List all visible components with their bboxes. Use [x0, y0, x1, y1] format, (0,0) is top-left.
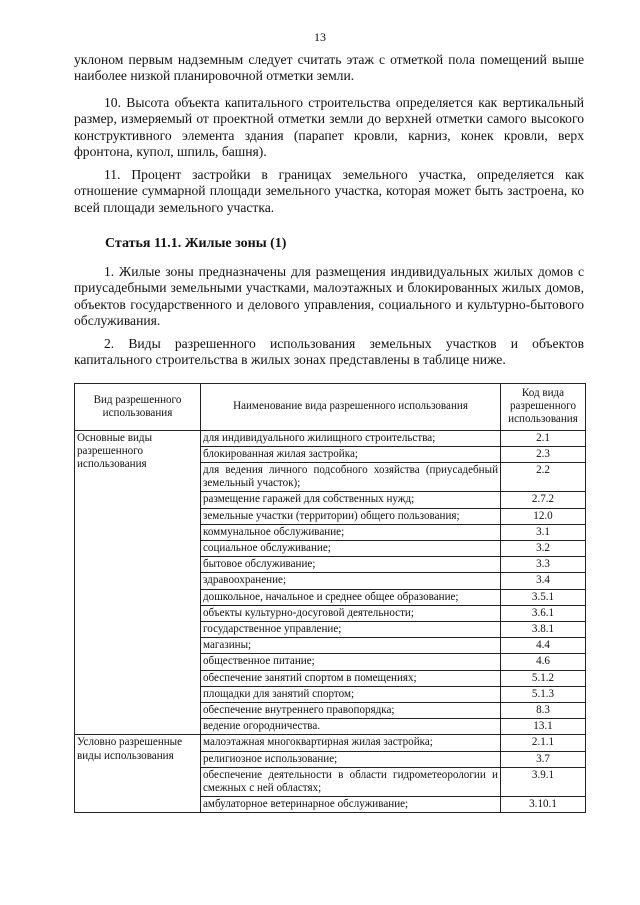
use-code-cell: 3.5.1	[501, 589, 586, 605]
category-cell: Условно разрешенные виды использования	[75, 735, 201, 813]
use-name-cell: социальное обслуживание;	[201, 541, 501, 557]
use-name-cell: ведение огородничества.	[201, 719, 501, 735]
table-body	[75, 430, 586, 813]
table-row	[75, 430, 586, 446]
header-use-name: Наименование вида разрешенного использования	[201, 384, 501, 431]
use-name-cell: для ведения личного подсобного хозяйства (приусадебный земельный участок);	[201, 463, 501, 492]
use-name-cell: малоэтажная многоквартирная жилая застройка;	[201, 735, 501, 751]
use-name-cell: площадки для занятий спортом;	[201, 686, 501, 702]
use-name-cell: общественное питание;	[201, 654, 501, 670]
use-name-cell: объекты культурно-досуговой деятельности;	[201, 605, 501, 621]
use-name-cell: обеспечение занятий спортом в помещениях;	[201, 670, 501, 686]
use-name-cell: для индивидуального жилищного строительства;	[201, 430, 501, 446]
use-code-cell: 2.2	[501, 463, 586, 492]
category-cell: Основные виды разрешенного использования	[75, 430, 201, 735]
use-name-cell: размещение гаражей для собственных нужд;	[201, 492, 501, 508]
use-code-cell: 2.3	[501, 446, 586, 462]
use-code-cell: 12.0	[501, 508, 586, 524]
use-name-cell: обеспечение внутреннего правопорядка;	[201, 703, 501, 719]
table-header-row	[75, 384, 586, 431]
header-use-type: Вид разрешенного использования	[75, 384, 201, 431]
use-code-cell: 13.1	[501, 719, 586, 735]
use-code-cell: 8.3	[501, 703, 586, 719]
use-code-cell: 4.4	[501, 638, 586, 654]
use-name-cell: религиозное использование;	[201, 751, 501, 767]
use-name-cell: бытовое обслуживание;	[201, 557, 501, 573]
use-name-cell: здравоохранение;	[201, 573, 501, 589]
use-code-cell: 3.8.1	[501, 622, 586, 638]
use-code-cell: 3.2	[501, 541, 586, 557]
use-code-cell: 2.1	[501, 430, 586, 446]
use-code-cell: 4.6	[501, 654, 586, 670]
use-code-cell: 5.1.3	[501, 686, 586, 702]
paragraph-10-height: 10. Высота объекта капитального строительства определяется как вертикальный размер, измеряемый от проектной отметки земли до верхней отметки самого высокого конструктивного элемента здания (парапет кровли, карниз, конек кровли, верх фронтона, купол, шпиль, башня).	[74, 95, 584, 160]
use-name-cell: коммунальное обслуживание;	[201, 524, 501, 540]
use-name-cell: дошкольное, начальное и среднее общее образование;	[201, 589, 501, 605]
use-name-cell: блокированная жилая застройка;	[201, 446, 501, 462]
use-name-cell: амбулаторное ветеринарное обслуживание;	[201, 797, 501, 813]
use-code-cell: 3.1	[501, 524, 586, 540]
page-number: 13	[314, 30, 326, 44]
use-name-cell: обеспечение деятельности в области гидрометеорологии и смежных с ней областях;	[201, 767, 501, 796]
use-code-cell: 3.7	[501, 751, 586, 767]
use-code-cell: 3.9.1	[501, 767, 586, 796]
use-code-cell: 2.1.1	[501, 735, 586, 751]
use-name-cell: государственное управление;	[201, 622, 501, 638]
use-code-cell: 3.3	[501, 557, 586, 573]
article-heading: Статья 11.1. Жилые зоны (1)	[105, 236, 287, 251]
use-name-cell: земельные участки (территории) общего пользования;	[201, 508, 501, 524]
paragraph-continuation: уклоном первым надземным следует считать этаж с отметкой пола помещений выше наиболее низкой планировочной отметки земли.	[74, 52, 584, 84]
use-code-cell: 5.1.2	[501, 670, 586, 686]
article-paragraph-2: 2. Виды разрешенного использования земельных участков и объектов капитального строительства в жилых зонах представлены в таблице ниже.	[74, 336, 584, 368]
use-code-cell: 3.6.1	[501, 605, 586, 621]
header-use-code: Код вида разрешенного использования	[501, 384, 586, 431]
use-code-cell: 2.7.2	[501, 492, 586, 508]
use-code-cell: 3.10.1	[501, 797, 586, 813]
land-use-table	[74, 383, 586, 813]
use-code-cell: 3.4	[501, 573, 586, 589]
article-paragraph-1: 1. Жилые зоны предназначены для размещения индивидуальных жилых домов с приусадебными земельными участками, малоэтажных и блокированных жилых домов, объектов государственного и делового управления, социального и культурно-бытового обслуживания.	[74, 264, 584, 329]
table-row	[75, 735, 586, 751]
paragraph-11-coverage: 11. Процент застройки в границах земельного участка, определяется как отношение суммарной площади земельного участка, которая может быть застроена, ко всей площади земельного участка.	[74, 167, 584, 215]
use-name-cell: магазины;	[201, 638, 501, 654]
